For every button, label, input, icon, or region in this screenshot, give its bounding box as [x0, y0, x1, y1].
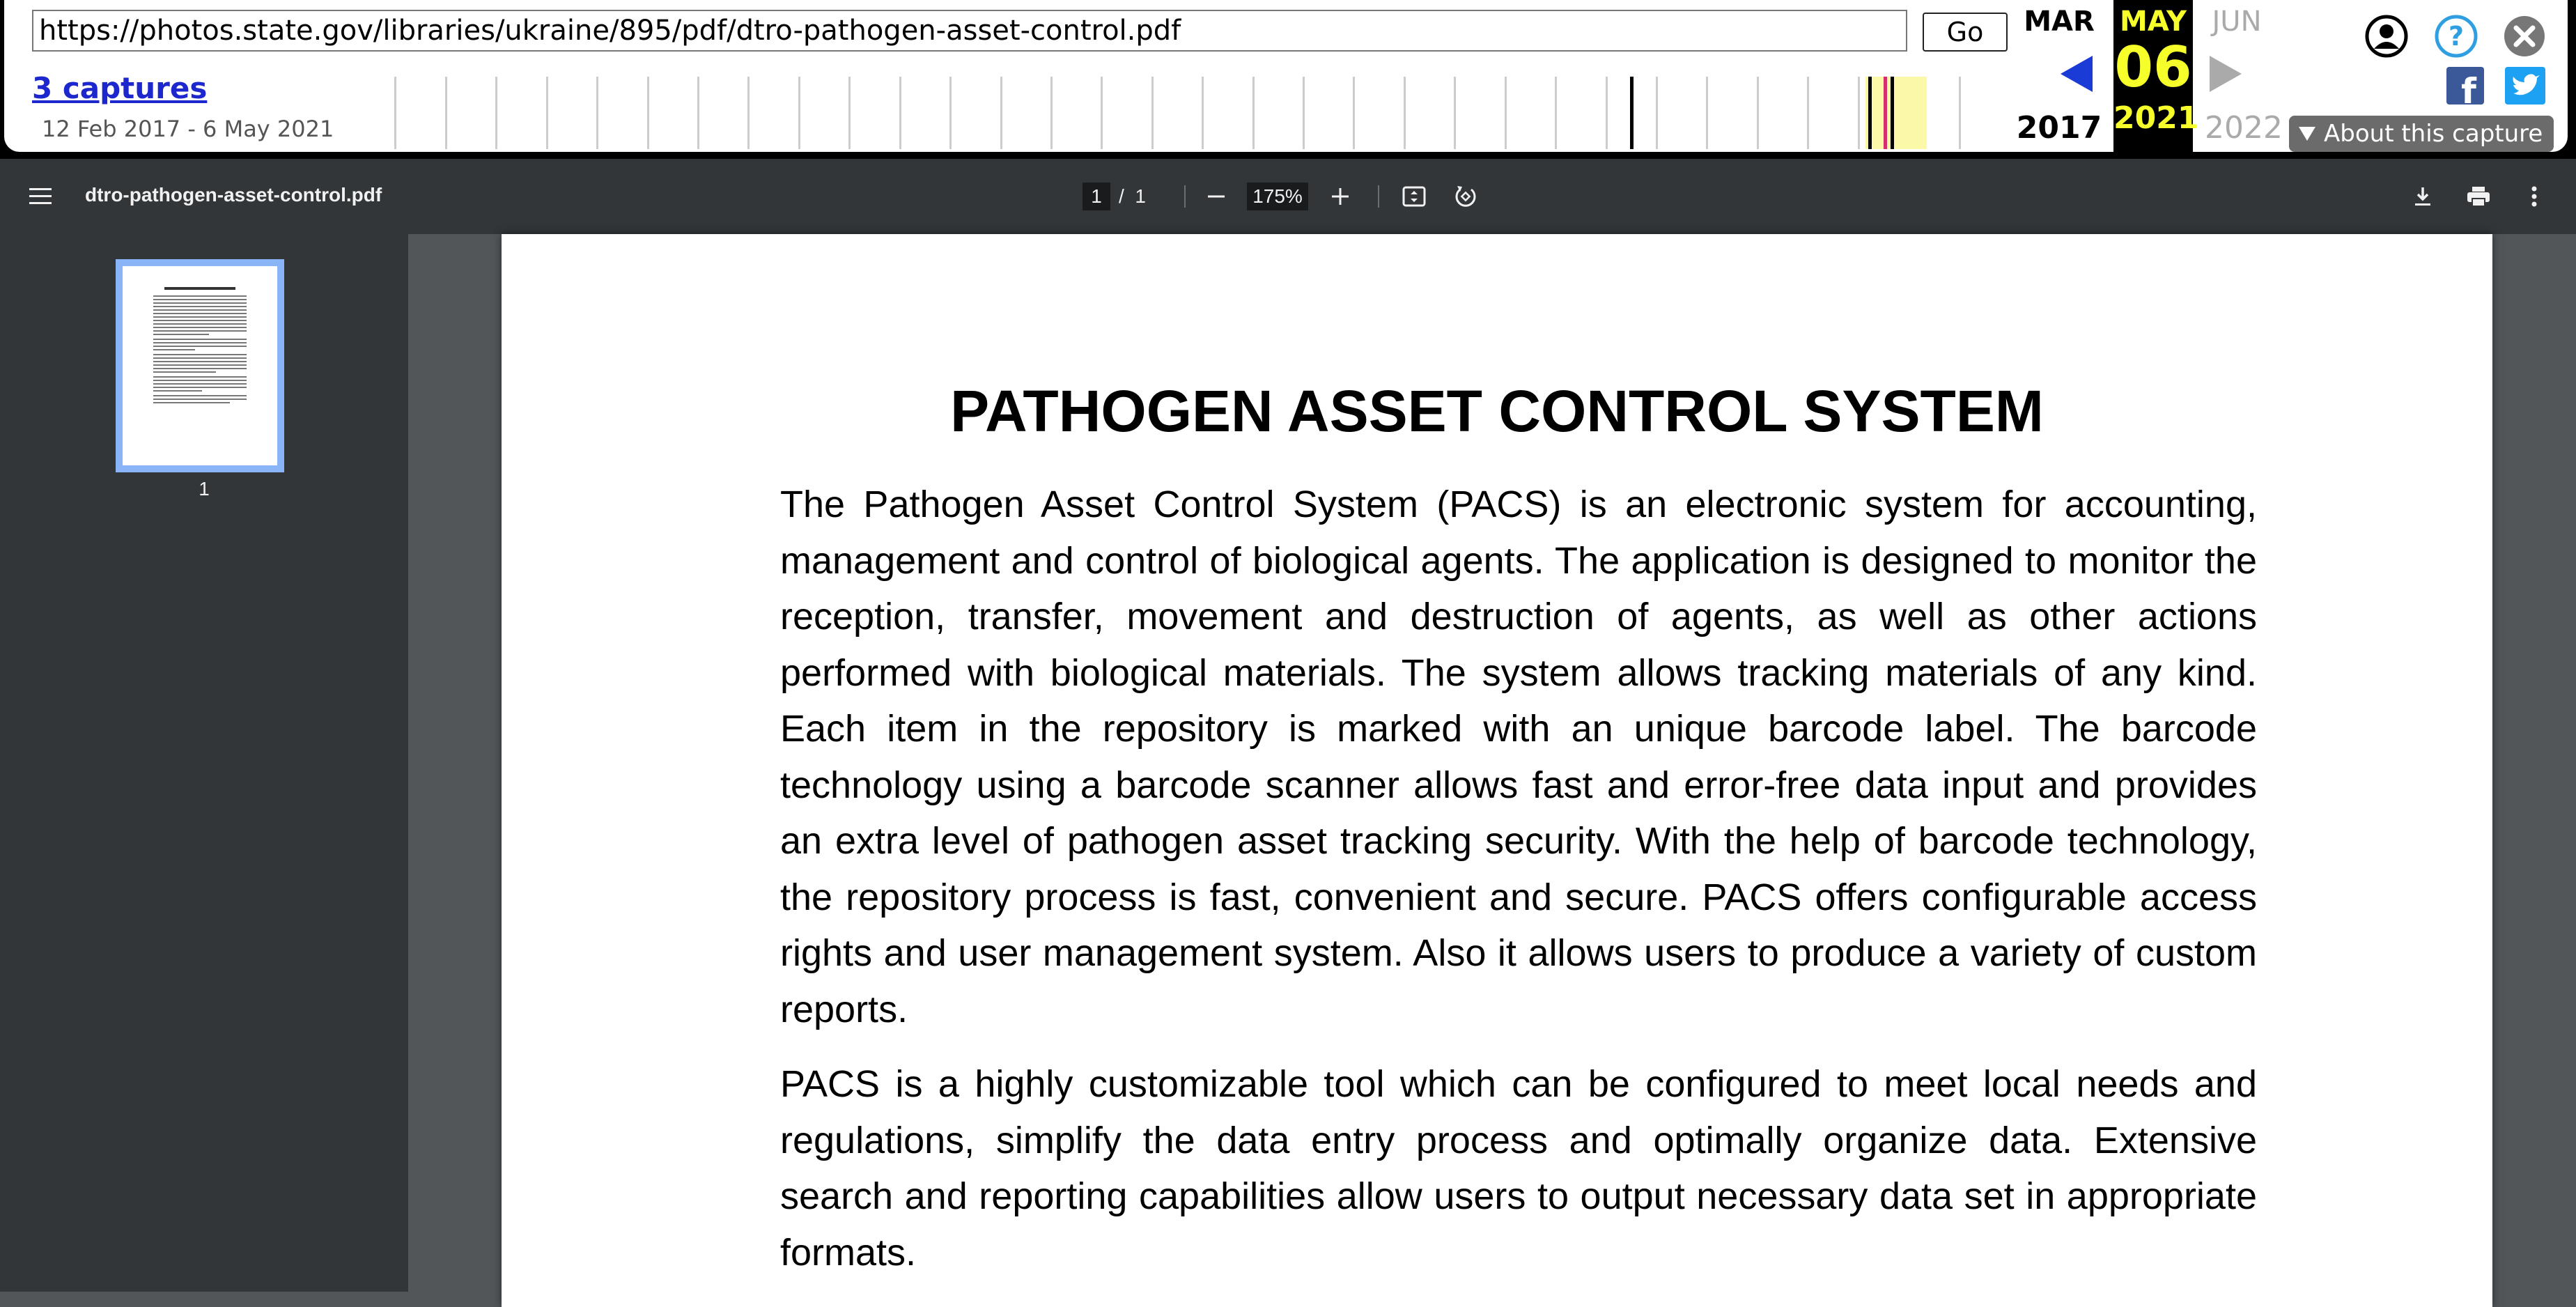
- timeline-grid-line: [1454, 77, 1456, 149]
- timeline-grid-line: [647, 77, 649, 149]
- document-title: PATHOGEN ASSET CONTROL SYSTEM: [950, 378, 2044, 444]
- svg-text:?: ?: [2448, 21, 2465, 52]
- timeline-grid-line: [899, 77, 901, 149]
- timeline-grid-line: [1050, 77, 1053, 149]
- print-icon[interactable]: [2462, 180, 2495, 213]
- timeline-grid-line: [1252, 77, 1255, 149]
- toolbar-divider: [1184, 185, 1186, 208]
- page-thumbnail-preview: [123, 266, 277, 465]
- timeline-grid-line: [1706, 77, 1708, 149]
- twitter-share-icon[interactable]: [2505, 67, 2545, 108]
- help-icon[interactable]: [2434, 14, 2478, 62]
- current-month: MAY: [2120, 6, 2187, 38]
- page-thumbnail[interactable]: [116, 259, 284, 472]
- about-this-capture-button[interactable]: About this capture: [2289, 116, 2554, 152]
- timeline-grid-line: [949, 77, 952, 149]
- rotate-icon[interactable]: [1449, 180, 1482, 213]
- zoom-in-icon[interactable]: [1324, 180, 1357, 213]
- timeline-capture-marker[interactable]: [1891, 77, 1894, 149]
- close-icon[interactable]: [2502, 14, 2547, 62]
- timeline-grid-line: [1757, 77, 1759, 149]
- url-input[interactable]: https://photos.state.gov/libraries/ukraine/895/pdf/dtro-pathogen-asset-control.pdf: [32, 10, 1907, 52]
- timeline-grid-line: [1606, 77, 1608, 149]
- timeline-capture-marker[interactable]: [1868, 77, 1872, 149]
- current-day: 06: [2114, 35, 2192, 100]
- timeline-grid-line: [848, 77, 851, 149]
- prev-month-column: [2010, 6, 2108, 38]
- pdf-file-name: dtro-pathogen-asset-control.pdf: [85, 184, 382, 206]
- timeline-current-capture-marker[interactable]: [1884, 77, 1887, 149]
- next-capture-arrow-icon: [2205, 54, 2244, 97]
- timeline-grid-line: [596, 77, 598, 149]
- current-year: 2021: [2113, 100, 2199, 136]
- facebook-share-icon[interactable]: [2446, 67, 2484, 108]
- svg-text:f: f: [2461, 71, 2476, 105]
- wayback-toolbar: [0, 0, 2576, 159]
- timeline-grid-line: [1404, 77, 1406, 149]
- next-year-column: [2198, 110, 2289, 146]
- capture-timeline[interactable]: [344, 77, 2009, 149]
- timeline-grid-line: [1555, 77, 1557, 149]
- zoom-level-input[interactable]: 175%: [1247, 183, 1308, 210]
- next-month-column: [2198, 6, 2275, 38]
- current-date: [2113, 6, 2199, 136]
- timeline-grid-line: [697, 77, 699, 149]
- timeline-grid-line: [445, 77, 447, 149]
- captures-link[interactable]: 3 captures: [32, 71, 208, 105]
- timeline-capture-marker[interactable]: [1630, 77, 1634, 149]
- prev-capture-arrow-icon[interactable]: [2058, 54, 2097, 97]
- total-pages: 1: [1135, 185, 1146, 207]
- timeline-current-year-highlight: [1865, 77, 1927, 149]
- thumbnail-page-number: 1: [199, 478, 210, 500]
- more-options-icon[interactable]: [2517, 180, 2551, 213]
- zoom-out-icon[interactable]: [1200, 180, 1233, 213]
- prev-month[interactable]: MAR: [2024, 6, 2095, 38]
- pdf-toolbar: [0, 159, 2576, 234]
- user-account-icon[interactable]: [2364, 14, 2409, 62]
- timeline-grid-line: [1303, 77, 1305, 149]
- timeline-grid-line: [1151, 77, 1154, 149]
- timeline-grid-line: [1101, 77, 1103, 149]
- timeline-grid-line: [1959, 77, 1961, 149]
- fit-to-page-icon[interactable]: [1397, 180, 1431, 213]
- next-year: 2022: [2205, 110, 2283, 146]
- timeline-grid-line: [394, 77, 396, 149]
- toolbar-divider: [1378, 185, 1379, 208]
- timeline-grid-line: [1656, 77, 1658, 149]
- pdf-page: [502, 234, 2492, 1307]
- timeline-grid-line: [1202, 77, 1204, 149]
- capture-date-range: 12 Feb 2017 - 6 May 2021: [42, 116, 334, 142]
- timeline-grid-line: [546, 77, 548, 149]
- prev-year-column: [2010, 110, 2108, 146]
- timeline-grid-line: [1000, 77, 1002, 149]
- timeline-grid-line: [1353, 77, 1355, 149]
- document-paragraph: PACS is a highly customizable tool which can be configured to meet local needs and regulations, simplify the data entry process and optimally organize data. Extensive search and reporting capabilities allow users to output necessary data set in appropriate formats.: [780, 1063, 2257, 1274]
- page-count: [1119, 183, 1146, 210]
- timeline-grid-line: [798, 77, 800, 149]
- download-icon[interactable]: [2406, 180, 2439, 213]
- page-separator: /: [1119, 185, 1124, 207]
- wayback-toolbar-panel: [4, 0, 2568, 152]
- timeline-grid-line: [1858, 77, 1860, 149]
- prev-year[interactable]: 2017: [2016, 110, 2102, 146]
- go-button[interactable]: Go: [1923, 13, 2008, 52]
- next-month: JUN: [2212, 6, 2262, 38]
- page-number-input[interactable]: 1: [1083, 183, 1110, 210]
- document-paragraph: The Pathogen Asset Control System (PACS) is an electronic system for accounting, management and control of biological agents. The application is designed to monitor the reception, transfer, movement and destruction of agents, as well as other actions performed with biological materials. The system allows tracking materials of any kind. Each item in the repository is marked with an unique barcode label. The barcode technology using a barcode scanner allows fast and error-free data input and provides an extra level of pathogen asset tracking security. With the help of barcode technology, the repository process is fast, convenient and secure. PACS offers configurable access rights and user management system. Also it allows users to produce a variety of custom reports.: [780, 484, 2257, 1030]
- timeline-grid-line: [1505, 77, 1507, 149]
- timeline-grid-line: [495, 77, 497, 149]
- timeline-grid-line: [747, 77, 750, 149]
- timeline-grid-line: [1807, 77, 1809, 149]
- menu-icon[interactable]: [24, 180, 57, 213]
